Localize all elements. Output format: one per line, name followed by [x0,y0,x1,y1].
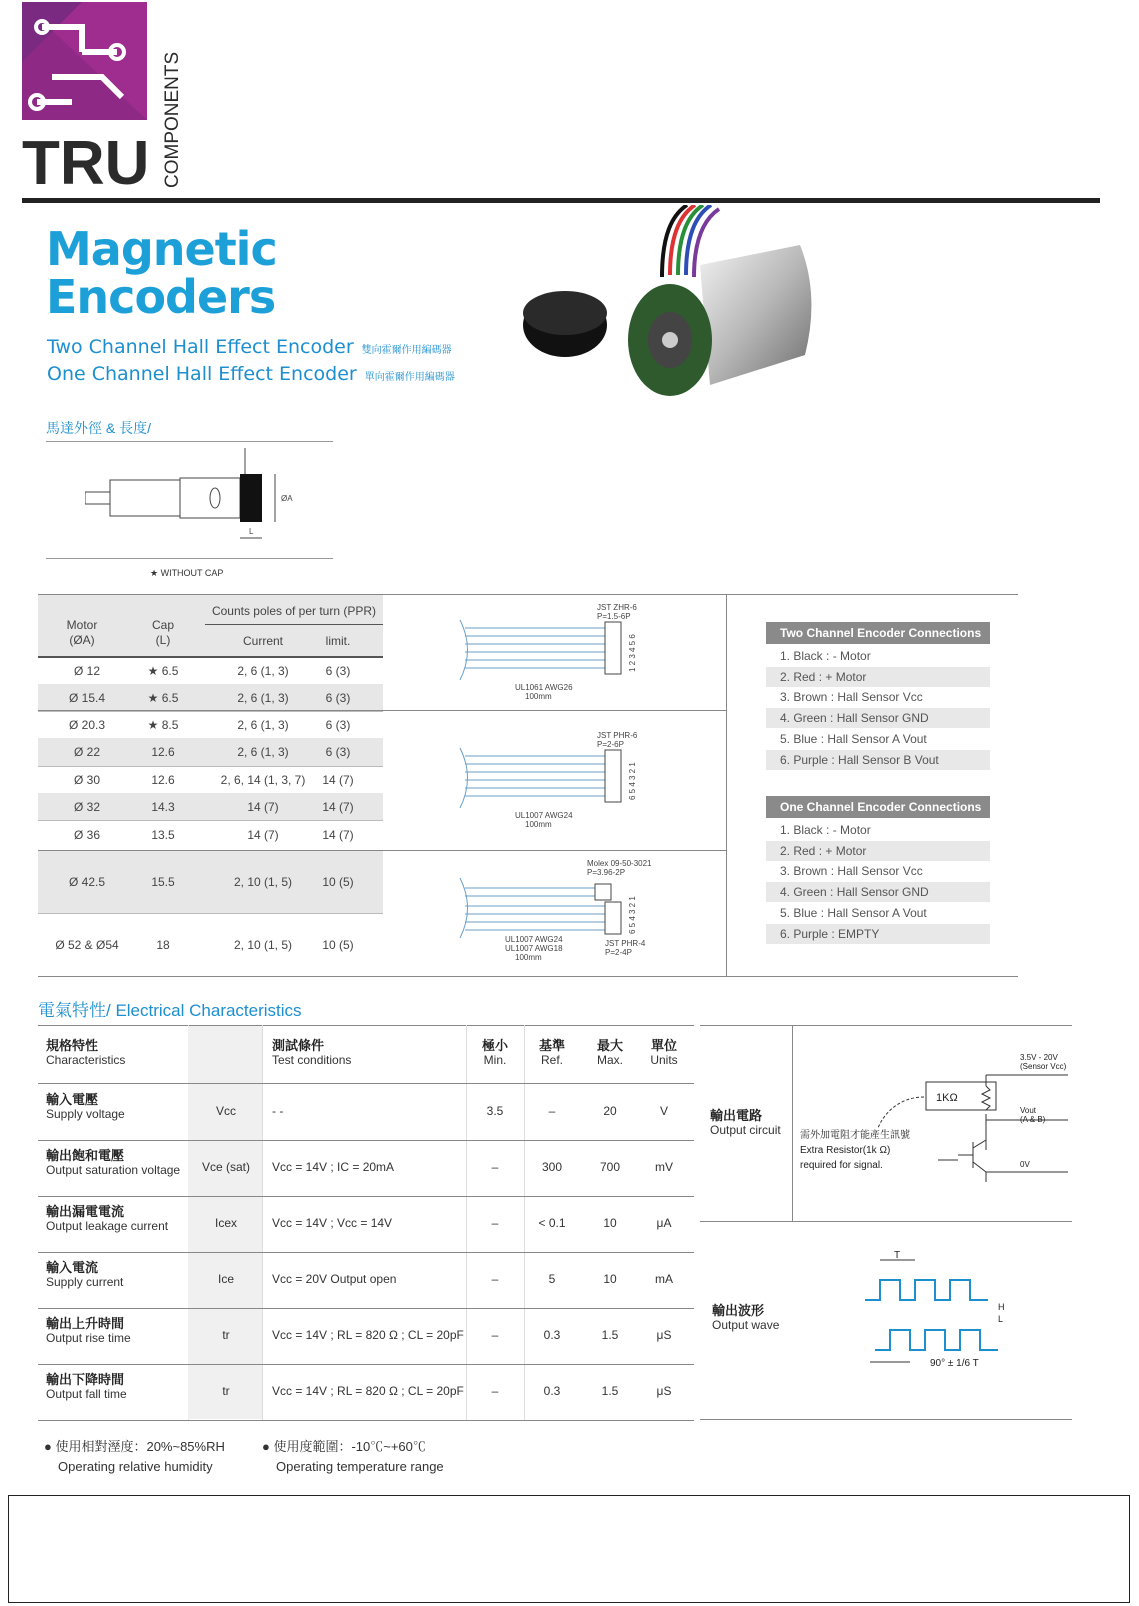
characteristic-name: 輸入電壓 Supply voltage [46,1092,125,1121]
cable-drawing-molex [455,858,675,968]
two-channel-heading: Two Channel Encoder Connections [766,622,990,644]
row-divider [38,820,383,821]
row-divider [38,766,383,767]
spec-cell-limit: 6 (3) [325,690,351,705]
spec-cell-cap: 12.6 [151,772,175,787]
electrical-cell-ref: 5 [548,1272,556,1286]
spec-cell-current: 2, 10 (1, 5) [233,937,293,952]
connection-item: 2. Red : + Motor [766,841,990,861]
wave-low-label: L [998,1314,1004,1324]
electrical-cell-max: 10 [603,1272,617,1286]
page-title-line1: Magnetic [46,222,277,276]
connection-item: 6. Purple : Hall Sensor B Vout [766,750,990,770]
connection-item: 4. Green : Hall Sensor GND [766,882,990,902]
characteristic-name: 輸出飽和電壓 Output saturation voltage [46,1148,181,1177]
electrical-cell-unit: mA [655,1272,673,1286]
col-motor: Motor [66,618,98,632]
spec-cell-motor: Ø 22 [73,745,100,759]
cable2-wire: UL1007 AWG24 [515,811,573,820]
output-circuit-diagram [798,1040,1078,1200]
vout-label: Vout [1020,1106,1037,1115]
one-channel-heading: One Channel Encoder Connections [766,796,990,818]
characteristic-name: 輸出上升時間 Output rise time [46,1316,131,1345]
electrical-cell-min: – [491,1272,499,1286]
connection-item: 5. Blue : Hall Sensor A Vout [780,905,927,920]
electrical-cell-unit: μA [656,1216,672,1230]
spec-cell-current: 2, 6 (1, 3) [237,690,289,705]
wave-high-label: H [998,1302,1005,1312]
footer-box [8,1495,1130,1603]
motor-dimension-drawing [85,448,310,553]
electrical-cell-cond: Vcc = 14V ; RL = 820 Ω ; CL = 20pF [272,1328,464,1342]
electrical-cell-symbol: tr [222,1328,230,1342]
supply-sub: (Sensor Vcc) [1020,1062,1067,1071]
cable3-pitch: P=3.96-2P [587,868,626,877]
encoder-motor-photo [520,205,840,415]
spec-cell-motor: Ø 30 [73,772,100,787]
spec-cell-limit: 10 (5) [322,874,354,889]
electrical-cell-cond: Vcc = 14V ; Vcc = 14V [272,1216,393,1230]
wave-phase-label: 90° ± 1/6 T [930,1358,979,1369]
cable2-connector: JST PHR-6 [597,731,638,740]
spec-cell-cap: ★ 8.5 [147,717,179,732]
cable1-length: 100mm [525,692,552,700]
electrical-cell-min: – [491,1216,499,1230]
characteristic-name: 輸出下降時間 Output fall time [46,1372,127,1401]
spec-cell-current: 2, 6 (1, 3) [237,745,289,759]
spec-cell-current: 2, 6 (1, 3) [237,663,289,678]
temperature-condition: ● 使用度範圍：-10℃~+60℃ Operating temperature range [262,1439,444,1474]
cable3-wire: UL1007 AWG24 [505,935,563,944]
row-divider [38,1252,694,1253]
cable2-pitch: P=2-6P [597,740,624,749]
col-current: Current [242,634,283,648]
divider [46,558,333,559]
row-divider [38,913,383,914]
col-motor-sub: (ØA) [69,633,95,647]
header-rule [22,198,1100,203]
electrical-cell-min: – [491,1160,499,1174]
spec-cell-motor: Ø 20.3 [68,717,106,732]
tru-components-logo [22,2,184,188]
output-wave-diagram [860,1250,1060,1380]
connection-item: 3. Brown : Hall Sensor Vcc [780,690,923,705]
row-divider [38,711,383,712]
spec-cell-motor: Ø 52 & Ø54 [55,937,119,952]
electrical-header: 規格特性 Characteristics [46,1038,126,1067]
electrical-cell-symbol: Ice [217,1272,234,1286]
col-cap-sub: (L) [155,633,171,647]
logo-brand: TRU [22,129,150,188]
cable1-pitch: P=1.5-6P [597,612,631,621]
subtitle-one-channel: One Channel Hall Effect Encoder 單向霍爾作用編碼器 [47,363,455,385]
resistor-note-cn: 需外加電阻才能產生訊號 [800,1130,910,1141]
electrical-cell-symbol: tr [222,1384,230,1398]
divider [46,441,333,442]
electrical-cell-ref: – [548,1104,556,1118]
electrical-cell-cond: Vcc = 20V Output open [272,1272,397,1286]
electrical-cell-unit: μS [656,1328,672,1342]
electrical-cell-unit: mV [655,1160,673,1174]
cable1-connector: JST ZHR-6 [597,603,637,612]
electrical-cell-ref: 300 [541,1160,563,1174]
cable-drawing-jst-phr6 [455,728,675,828]
electrical-header: 單位 Units [650,1038,678,1067]
electrical-cell-cond: Vcc = 14V ; RL = 820 Ω ; CL = 20pF [272,1384,464,1398]
spec-cell-current: 2, 10 (1, 5) [233,874,293,889]
electrical-header: 基準 Ref. [538,1038,565,1067]
cable3-length: 100mm [515,953,542,962]
cable3-pitch2: P=2-4P [605,948,632,957]
spec-cell-limit: 6 (3) [325,717,351,732]
connection-item: 2. Red : + Motor [766,667,990,687]
spec-cell-motor: Ø 15.4 [68,690,106,705]
electrical-cell-ref: 0.3 [543,1384,561,1398]
supply-label: 3.5V - 20V [1020,1053,1058,1062]
spec-cell-cap: 14.3 [151,799,175,814]
spec-cell-current: 14 (7) [247,799,279,814]
spec-cell-limit: 14 (7) [322,828,354,842]
ground-label: 0V [1020,1160,1030,1169]
row-divider [38,1140,694,1141]
electrical-cell-max: 700 [599,1160,621,1174]
electrical-cell-symbol: Icex [214,1216,237,1230]
electrical-cell-ref: 0.3 [543,1328,561,1342]
cable2-pins: 6 5 4 3 2 1 [628,762,637,800]
cable-drawing-jst-zhr6 [455,600,675,700]
connection-item: 4. Green : Hall Sensor GND [766,708,990,728]
electrical-cell-min: 3.5 [486,1104,504,1118]
spec-cell-cap: ★ 6.5 [147,690,179,705]
col-counts: Counts poles of per turn (PPR) [211,604,377,618]
row-divider [38,1308,694,1309]
spec-cell-current: 14 (7) [247,828,279,842]
spec-cell-cap: 12.6 [151,745,175,759]
cable3-wire2: UL1007 AWG18 [505,944,563,953]
electrical-cell-max: 10 [603,1216,617,1230]
output-circuit-label: 輸出電路 Output circuit [710,1108,781,1137]
col-cap: Cap [151,618,174,632]
characteristic-name: 輸入電流 Supply current [46,1260,124,1289]
connection-item: 1. Black : - Motor [780,649,871,663]
subtitle-two-channel: Two Channel Hall Effect Encoder 雙向霍爾作用編碼器 [47,336,452,358]
dimension-a-label: ØA [281,494,293,503]
wave-period-label: T [894,1250,901,1261]
electrical-cell-ref: < 0.1 [538,1216,566,1230]
spec-cell-motor: Ø 36 [73,828,100,842]
electrical-cell-min: – [491,1384,499,1398]
humidity-condition: ● 使用相對溼度：20%~85%RH Operating relative humidity [44,1439,225,1474]
electrical-header: 最大 Max. [596,1038,623,1067]
spec-cell-limit: 14 (7) [322,772,354,787]
cable3-connector2: JST PHR-4 [605,939,646,948]
spec-cell-limit: 6 (3) [325,663,351,678]
col-limit: limit. [325,634,351,648]
spec-cell-limit: 10 (5) [322,937,354,952]
spec-cell-current: 2, 6 (1, 3) [237,717,289,732]
electrical-cell-max: 1.5 [601,1328,619,1342]
spec-cell-cap: 15.5 [151,874,175,889]
electrical-cell-symbol: Vcc [215,1104,236,1118]
resistor-label: 1KΩ [936,1092,958,1104]
dimension-l-label: L [249,527,254,536]
vout-sub: (A & B) [1020,1115,1046,1124]
electrical-cell-unit: V [659,1104,668,1118]
electrical-cell-cond: Vcc = 14V ; IC = 20mA [272,1160,395,1174]
resistor-note-en2: required for signal. [800,1160,883,1171]
cable3-pins: 6 5 4 3 2 1 [628,896,637,934]
logo-sub: COMPONENTS [162,51,183,188]
electrical-cell-min: – [491,1328,499,1342]
electrical-header: 測試條件 Test conditions [272,1038,352,1067]
spec-cell-motor: Ø 12 [73,663,100,678]
output-wave-label: 輸出波形 Output wave [712,1303,780,1332]
page-title-line2: Encoders [46,270,276,324]
characteristic-name: 輸出漏電電流 Output leakage current [46,1204,169,1233]
spec-cell-cap: ★ 6.5 [147,663,179,678]
row-divider [38,1420,694,1421]
cable1-pins: 1 2 3 4 5 6 [628,634,637,672]
cable3-connector: Molex 09-50-3021 [587,859,652,868]
electrical-cell-cond: - - [272,1104,284,1118]
electrical-header: 極小 Min. [481,1038,508,1067]
cable2-length: 100mm [525,820,552,828]
connection-item: 3. Brown : Hall Sensor Vcc [780,864,923,879]
row-divider [38,1364,694,1365]
connection-item: 6. Purple : EMPTY [766,924,990,944]
dimensions-heading: 馬達外徑 & 長度/ [46,420,152,436]
cable1-wire: UL1061 AWG26 [515,683,573,692]
column-divider [262,1025,263,1420]
electrical-cell-unit: μS [656,1384,672,1398]
connection-item: 1. Black : - Motor [780,823,871,837]
electrical-cell-max: 1.5 [601,1384,619,1398]
spec-cell-cap: 18 [156,937,170,952]
electrical-cell-symbol: Vce (sat) [201,1160,250,1174]
row-divider [38,1196,694,1197]
spec-cell-motor: Ø 32 [73,799,100,814]
electrical-heading: 電氣特性/ Electrical Characteristics [38,1001,302,1020]
spec-cell-limit: 14 (7) [322,799,354,814]
spec-cell-limit: 6 (3) [325,745,351,759]
spec-cell-current: 2, 6, 14 (1, 3, 7) [220,772,306,787]
spec-cell-motor: Ø 42.5 [68,874,106,889]
resistor-note-en1: Extra Resistor(1k Ω) [800,1145,891,1156]
connection-item: 5. Blue : Hall Sensor A Vout [780,731,927,746]
without-cap-note: ★ WITHOUT CAP [150,568,224,578]
spec-cell-cap: 13.5 [151,828,175,842]
electrical-cell-max: 20 [603,1104,617,1118]
